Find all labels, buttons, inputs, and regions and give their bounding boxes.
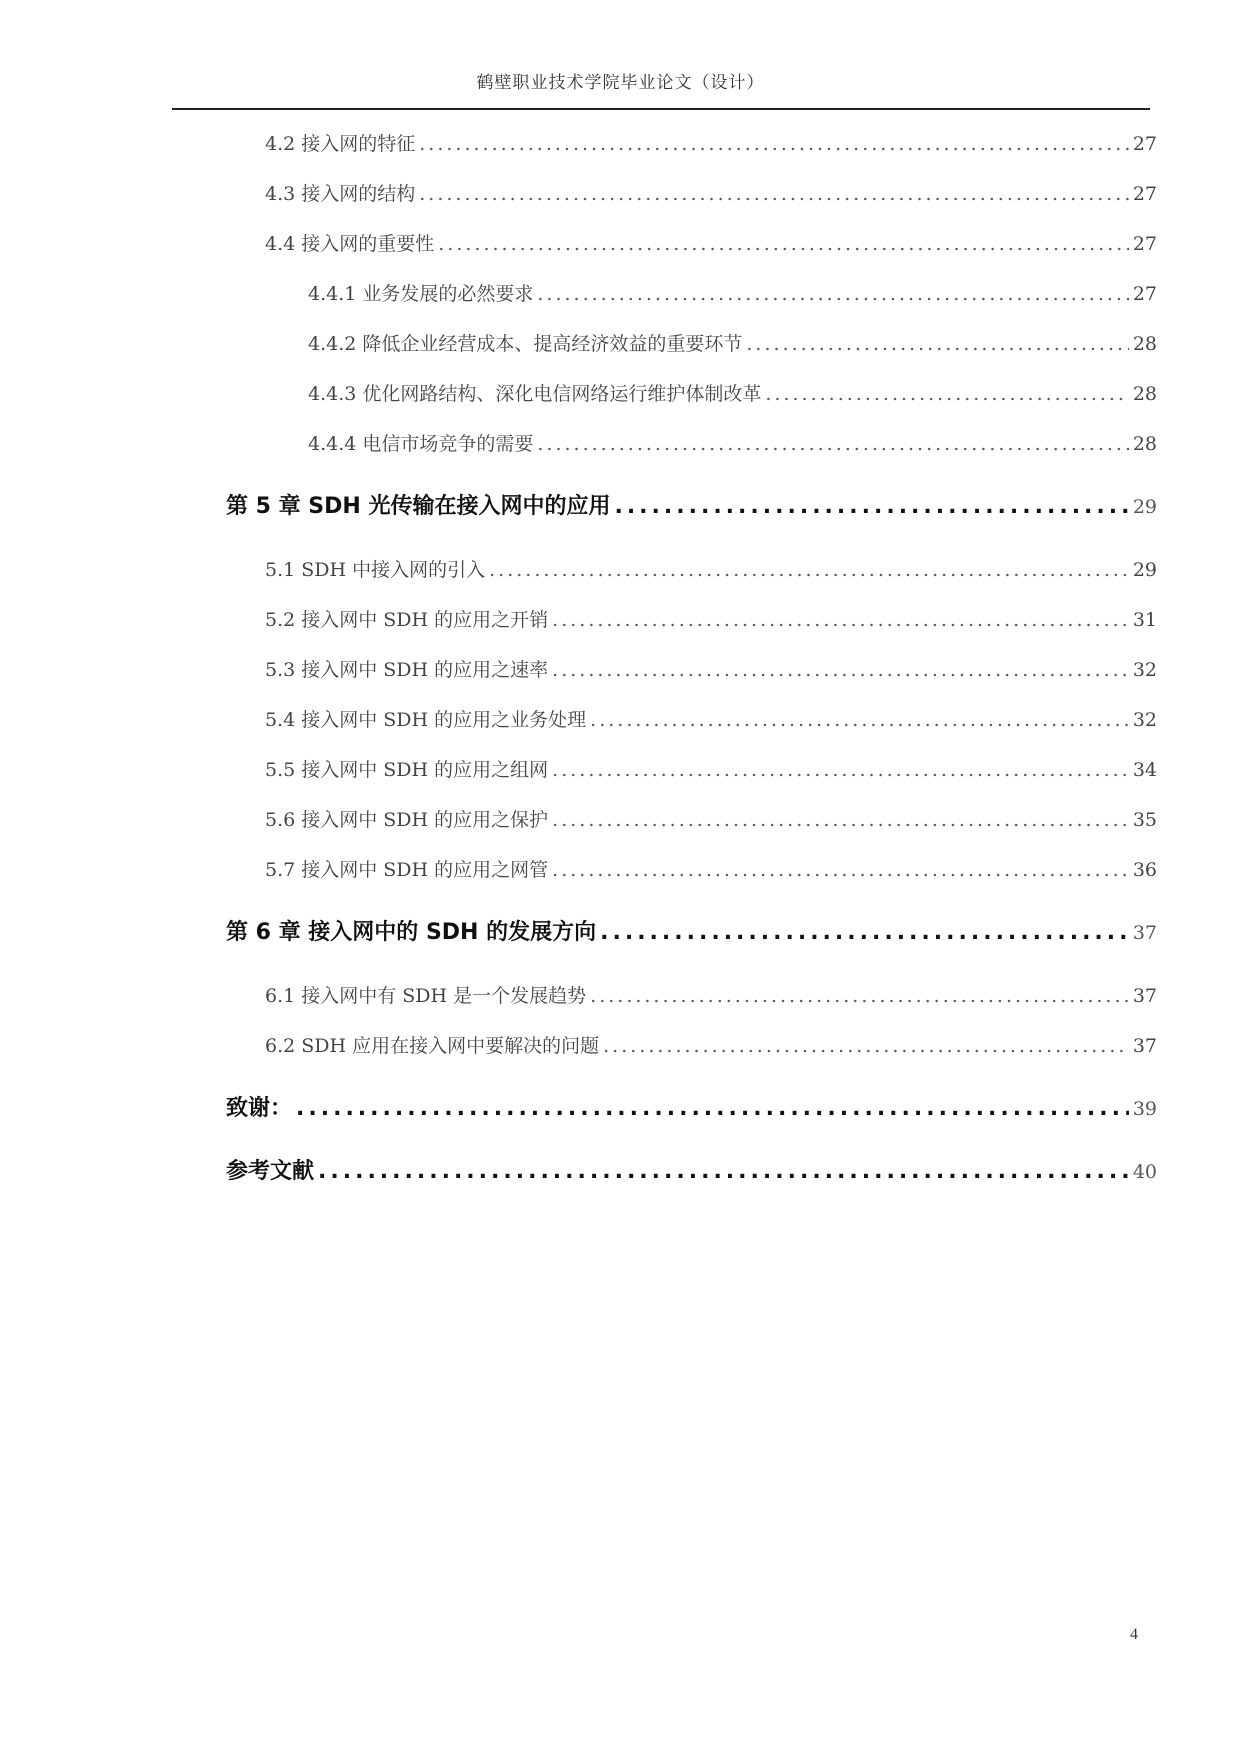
toc-entry-label: 第 6 章 接入网中的 SDH 的发展方向: [226, 920, 597, 945]
toc-entry-label: 参考文献: [226, 1159, 315, 1184]
toc-entry-4-4-4[interactable]: [308, 429, 1157, 459]
dot-leader: [746, 329, 1128, 359]
toc-entry-page: 39: [1132, 1098, 1157, 1120]
toc-entry-5-2[interactable]: [265, 605, 1157, 635]
toc-entry-page: 28: [1132, 333, 1157, 355]
toc-entry-page: 31: [1132, 609, 1157, 631]
toc-entry-5-7[interactable]: [265, 855, 1157, 885]
toc-entry-4-2[interactable]: [265, 129, 1157, 159]
toc-entry-5-1[interactable]: [265, 555, 1157, 585]
toc-entry-chapter-6[interactable]: [226, 918, 1157, 948]
toc-entry-4-4[interactable]: [265, 229, 1157, 259]
toc-entry-4-4-1[interactable]: [308, 279, 1157, 309]
dot-leader: [537, 429, 1128, 459]
dot-leader: [552, 855, 1129, 885]
toc-entry-label: 4.4 接入网的重要性: [265, 233, 435, 255]
toc-entry-label: 4.4.4 电信市场竞争的需要: [308, 433, 534, 455]
toc-entry-page: 36: [1132, 859, 1157, 881]
dot-leader: [590, 981, 1129, 1011]
toc-entry-label: 5.5 接入网中 SDH 的应用之组网: [265, 759, 549, 781]
toc-entry-6-1[interactable]: [265, 981, 1157, 1011]
toc-entry-label: 6.2 SDH 应用在接入网中要解决的问题: [265, 1035, 600, 1057]
toc-entry-acknowledgements[interactable]: [226, 1094, 1157, 1124]
toc-entry-label: 5.7 接入网中 SDH 的应用之网管: [265, 859, 549, 881]
dot-leader: [537, 279, 1128, 309]
toc-entry-label: 6.1 接入网中有 SDH 是一个发展趋势: [265, 985, 587, 1007]
toc-entry-label: 5.4 接入网中 SDH 的应用之业务处理: [265, 709, 587, 731]
page-number: 4: [1130, 1626, 1138, 1643]
dot-leader: [600, 918, 1129, 948]
toc-entry-page: 29: [1132, 559, 1157, 581]
dot-leader: [318, 1157, 1129, 1187]
toc-entry-page: 27: [1132, 133, 1157, 155]
dot-leader: [489, 555, 1129, 585]
toc-entry-page: 28: [1132, 383, 1157, 405]
toc-entry-4-4-3[interactable]: [308, 379, 1157, 409]
dot-leader: [296, 1094, 1129, 1124]
toc-entry-page: 29: [1132, 496, 1157, 518]
dot-leader: [419, 179, 1129, 209]
toc-entry-page: 27: [1132, 233, 1157, 255]
toc-entry-page: 34: [1132, 759, 1157, 781]
toc-entry-page: 40: [1132, 1161, 1157, 1183]
toc-entry-label: 5.1 SDH 中接入网的引入: [265, 559, 486, 581]
dot-leader: [552, 755, 1129, 785]
toc-entry-page: 27: [1132, 183, 1157, 205]
toc-entry-label: 5.6 接入网中 SDH 的应用之保护: [265, 809, 549, 831]
dot-leader: [552, 655, 1129, 685]
dot-leader: [603, 1031, 1129, 1061]
toc-entry-6-2[interactable]: [265, 1031, 1157, 1061]
toc-entry-4-4-2[interactable]: [308, 329, 1157, 359]
toc-entry-page: 37: [1132, 1035, 1157, 1057]
dot-leader: [590, 705, 1129, 735]
toc-entry-label: 第 5 章 SDH 光传输在接入网中的应用: [226, 494, 611, 519]
toc-entry-label: 5.2 接入网中 SDH 的应用之开销: [265, 609, 549, 631]
dot-leader: [419, 129, 1129, 159]
toc-entry-page: 32: [1132, 659, 1157, 681]
toc-entry-page: 32: [1132, 709, 1157, 731]
dot-leader: [765, 379, 1128, 409]
toc-entry-label: 致谢：: [226, 1096, 293, 1121]
toc-entry-label: 5.3 接入网中 SDH 的应用之速率: [265, 659, 549, 681]
toc-entry-label: 4.4.2 降低企业经营成本、提高经济效益的重要环节: [308, 333, 743, 355]
toc-entry-label: 4.2 接入网的特征: [265, 133, 416, 155]
toc-entry-page: 28: [1132, 433, 1157, 455]
toc-entry-references[interactable]: [226, 1157, 1157, 1187]
toc-entry-label: 4.3 接入网的结构: [265, 183, 416, 205]
toc-entry-4-3[interactable]: [265, 179, 1157, 209]
dot-leader: [614, 492, 1128, 522]
toc-entry-5-3[interactable]: [265, 655, 1157, 685]
toc-entry-page: 27: [1132, 283, 1157, 305]
toc-entry-label: 4.4.1 业务发展的必然要求: [308, 283, 534, 305]
toc-entry-chapter-5[interactable]: [226, 492, 1157, 522]
dot-leader: [552, 605, 1129, 635]
toc-entry-5-4[interactable]: [265, 705, 1157, 735]
toc-entry-5-5[interactable]: [265, 755, 1157, 785]
toc-entry-page: 37: [1132, 985, 1157, 1007]
toc-entry-page: 37: [1132, 922, 1157, 944]
toc-entry-label: 4.4.3 优化网路结构、深化电信网络运行维护体制改革: [308, 383, 762, 405]
dot-leader: [552, 805, 1129, 835]
running-header-title: 鹤壁职业技术学院毕业论文（设计）: [476, 73, 765, 93]
toc-entry-5-6[interactable]: [265, 805, 1157, 835]
toc-entry-page: 35: [1132, 809, 1157, 831]
dot-leader: [438, 229, 1129, 259]
